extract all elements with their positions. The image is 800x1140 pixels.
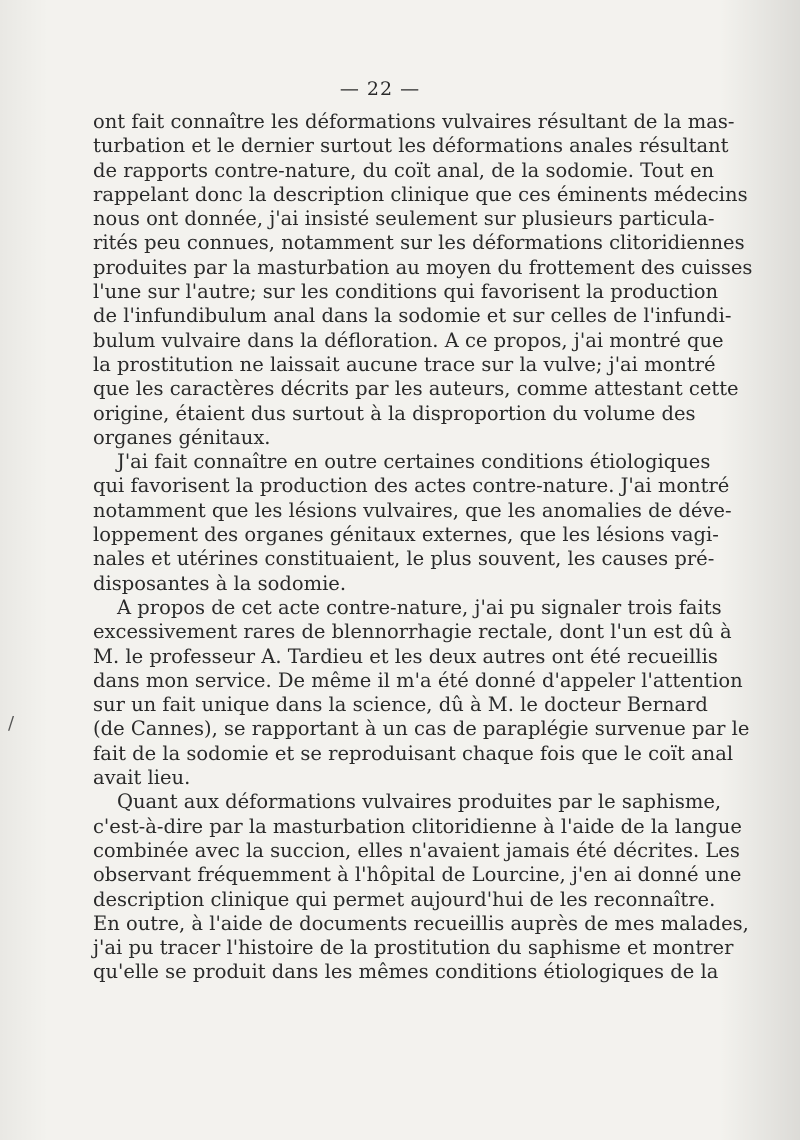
text-line: notamment que les lésions vulvaires, que les anomalies de déve- — [93, 498, 732, 522]
text-line: J'ai fait connaître en outre certaines conditions étiologiques — [117, 450, 711, 474]
text-line: qui favorisent la production des actes contre-nature. J'ai montré — [93, 474, 730, 498]
text-line: ont fait connaître les déformations vulvaires résultant de la mas- — [93, 110, 735, 133]
paragraph — [93, 110, 753, 450]
text-line: combinée avec la succion, elles n'avaient jamais été décrites. Les — [93, 838, 740, 862]
page-number: — 22 — — [339, 78, 421, 100]
paragraph — [93, 450, 732, 596]
text-line: bulum vulvaire dans la défloration. A ce propos, j'ai montré que — [93, 328, 724, 352]
text-line: excessivement rares de blennorrhagie rectale, dont l'un est dû à — [93, 620, 732, 644]
text-line: fait de la sodomie et se reproduisant chaque fois que le coït anal — [93, 741, 734, 765]
text-line: c'est-à-dire par la masturbation clitoridienne à l'aide de la langue — [93, 814, 742, 838]
text-line: dans mon service. De même il m'a été donné d'appeler l'attention — [93, 668, 743, 692]
text-line: loppement des organes génitaux externes, que les lésions vagi- — [93, 523, 719, 547]
text-line: nales et utérines constituaient, le plus souvent, les causes pré- — [93, 547, 715, 571]
body-text — [93, 110, 753, 985]
text-line: description clinique qui permet aujourd'hui de les reconnaître. — [93, 887, 716, 911]
text-line: M. le professeur A. Tardieu et les deux autres ont été recueillis — [93, 644, 718, 668]
text-line: sur un fait unique dans la science, dû à M. le docteur Bernard — [93, 693, 708, 717]
text-line: produites par la masturbation au moyen du frottement des cuisses — [93, 255, 753, 279]
text-line: disposantes à la sodomie. — [93, 571, 347, 595]
text-line: rités peu connues, notamment sur les déformations clitoridiennes — [93, 231, 745, 255]
text-line: j'ai pu tracer l'histoire de la prostitution du saphisme et montrer — [93, 936, 734, 960]
text-line: nous ont donnée, j'ai insisté seulement sur plusieurs particula- — [93, 207, 715, 231]
text-line: origine, étaient dus surtout à la disproportion du volume des — [93, 401, 696, 425]
paragraph — [93, 790, 749, 984]
text-line: organes génitaux. — [93, 425, 271, 449]
text-line: En outre, à l'aide de documents recueillis auprès de mes malades, — [93, 911, 749, 935]
text-line: la prostitution ne laissait aucune trace sur la vulve; j'ai montré — [93, 352, 716, 376]
text-line: que les caractères décrits par les auteurs, comme attestant cette — [93, 377, 739, 401]
text-line: Quant aux déformations vulvaires produites par le saphisme, — [117, 790, 722, 814]
text-line: turbation et le dernier surtout les déformations anales résultant — [93, 134, 729, 158]
text-line: l'une sur l'autre; sur les conditions qui favorisent la production — [93, 280, 719, 304]
margin-mark: / — [8, 713, 15, 734]
text-line: (de Cannes), se rapportant à un cas de paraplégie survenue par le — [93, 717, 750, 741]
text-line: de rapports contre-nature, du coït anal, de la sodomie. Tout en — [93, 158, 715, 182]
text-line: de l'infundibulum anal dans la sodomie et sur celles de l'infundi- — [93, 304, 732, 328]
text-line: rappelant donc la description clinique que ces éminents médecins — [93, 182, 748, 206]
text-line: avait lieu. — [93, 766, 191, 790]
paragraph — [93, 595, 750, 790]
text-line: qu'elle se produit dans les mêmes conditions étiologiques de la — [93, 960, 719, 984]
text-line: observant fréquemment à l'hôpital de Lourcine, j'en ai donné une — [93, 863, 742, 887]
text-line: A propos de cet acte contre-nature, j'ai pu signaler trois faits — [117, 595, 722, 619]
